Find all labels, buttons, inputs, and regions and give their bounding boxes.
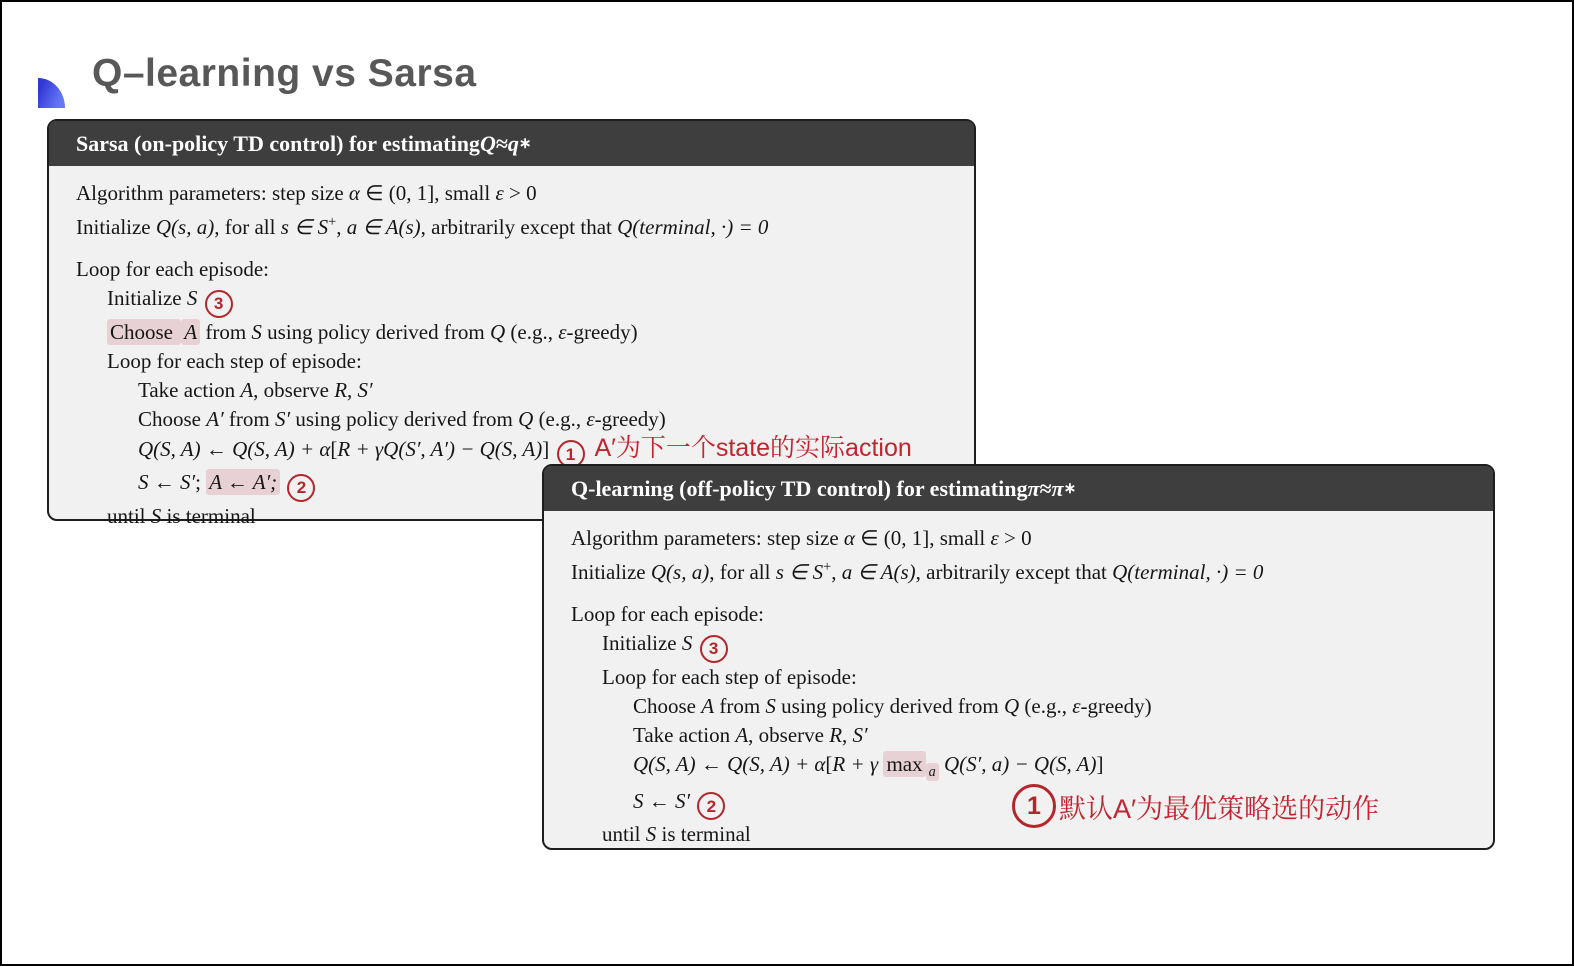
algorithm-line bbox=[76, 405, 964, 434]
text-segment: Q bbox=[479, 130, 496, 156]
text-segment: is terminal bbox=[161, 503, 256, 528]
text-segment: , bbox=[336, 215, 347, 239]
text-segment: (e.g., bbox=[505, 319, 559, 344]
text-segment bbox=[549, 437, 554, 461]
text-segment: [ bbox=[825, 751, 833, 776]
text-segment: Q bbox=[489, 319, 506, 344]
circled-number-badge: 3 bbox=[700, 635, 728, 663]
text-segment: + bbox=[328, 214, 337, 230]
text-segment: > 0 bbox=[998, 526, 1032, 550]
text-segment: Take action bbox=[138, 377, 241, 402]
text-segment: from bbox=[223, 406, 275, 431]
text-segment: π bbox=[1027, 475, 1040, 501]
algorithm-line bbox=[571, 553, 1483, 587]
text-segment: , bbox=[842, 722, 853, 747]
algorithm-line bbox=[571, 524, 1483, 553]
text-segment: -greedy) bbox=[594, 406, 666, 431]
algorithm-line bbox=[76, 255, 964, 284]
text-segment: S ← S′ bbox=[138, 470, 196, 494]
text-segment: S bbox=[251, 319, 262, 344]
text-segment: -greedy) bbox=[566, 319, 638, 344]
text-segment: ε bbox=[558, 319, 567, 344]
text-segment: A′ bbox=[206, 406, 224, 431]
text-segment: Algorithm parameters: step size bbox=[76, 181, 349, 205]
text-segment: > 0 bbox=[503, 181, 537, 205]
text-segment: [ bbox=[330, 436, 338, 461]
text-segment: Initialize bbox=[76, 215, 156, 239]
text-segment: (e.g., bbox=[533, 406, 587, 431]
text-segment: is terminal bbox=[656, 822, 751, 847]
text-segment: Choose bbox=[138, 406, 207, 431]
algorithm-line bbox=[76, 347, 964, 376]
text-segment: Loop for each step of episode: bbox=[602, 664, 857, 689]
text-segment: Q(S, A) ← Q(S, A) + α bbox=[138, 436, 331, 461]
text-segment: from bbox=[714, 693, 766, 718]
text-segment: (e.g., bbox=[1019, 693, 1073, 718]
text-segment: S bbox=[681, 631, 693, 655]
text-segment: ε bbox=[495, 181, 504, 205]
text-segment: until bbox=[107, 503, 151, 528]
text-segment: Sarsa (on-policy TD control) for estimating bbox=[76, 130, 480, 156]
text-segment: S bbox=[645, 822, 657, 847]
circled-number-badge: 2 bbox=[697, 792, 725, 820]
text-segment: Loop for each episode: bbox=[571, 602, 765, 626]
text-segment: R bbox=[829, 722, 843, 747]
text-segment: Q(S′, a) − Q(S, A) bbox=[938, 751, 1097, 776]
text-segment: -greedy) bbox=[1080, 693, 1152, 718]
highlighted-text: A bbox=[181, 319, 200, 345]
text-segment: using policy derived from bbox=[290, 406, 519, 431]
text-segment: Q(terminal, ·) = 0 bbox=[1112, 560, 1264, 584]
text-segment: S bbox=[150, 503, 162, 528]
text-segment bbox=[197, 286, 202, 310]
text-segment: , arbitrarily except that bbox=[420, 215, 618, 239]
text-segment: ≈ bbox=[1039, 475, 1052, 501]
text-segment: , for all bbox=[709, 560, 776, 584]
text-segment: R + γ bbox=[832, 751, 884, 776]
text-segment: , arbitrarily except that bbox=[915, 560, 1113, 584]
algorithm-line bbox=[571, 721, 1483, 750]
text-segment: R bbox=[334, 377, 348, 402]
text-segment: ∈ (0, 1], small bbox=[854, 526, 991, 550]
text-segment: a ∈ A(s) bbox=[841, 560, 916, 584]
text-segment: ] bbox=[1096, 751, 1104, 776]
text-segment: ; bbox=[195, 470, 207, 494]
text-segment: ε bbox=[586, 406, 595, 431]
highlighted-text: Choose bbox=[107, 319, 181, 345]
text-segment: α bbox=[348, 181, 360, 205]
text-segment: Take action bbox=[633, 722, 736, 747]
text-segment: s ∈ S bbox=[775, 560, 824, 584]
text-segment: Q(s, a) bbox=[650, 560, 710, 584]
algorithm-line bbox=[571, 663, 1483, 692]
text-segment: ∗ bbox=[518, 136, 532, 152]
annotation-text: 默认A′为最优策略选的动作 bbox=[1059, 793, 1380, 824]
text-segment: using policy derived from bbox=[775, 693, 1004, 718]
text-segment: A bbox=[701, 693, 715, 718]
sarsa-box-header bbox=[49, 121, 974, 166]
text-segment: ∗ bbox=[1063, 481, 1077, 497]
text-segment: ε bbox=[990, 526, 999, 550]
text-segment: Initialize bbox=[107, 286, 187, 310]
text-segment: ≈ bbox=[495, 130, 508, 156]
text-segment: Q bbox=[1003, 693, 1020, 718]
circled-1-icon: 1 bbox=[1012, 784, 1056, 828]
circled-number-badge: 2 bbox=[287, 474, 315, 502]
text-segment: Initialize bbox=[602, 631, 682, 655]
text-segment: ] bbox=[542, 436, 550, 461]
text-segment: , observe bbox=[253, 377, 335, 402]
text-segment: Q(s, a) bbox=[155, 215, 215, 239]
text-segment: ε bbox=[1072, 693, 1081, 718]
text-segment: S ← S′ bbox=[633, 788, 691, 813]
qlearning-box-header bbox=[544, 466, 1493, 511]
text-segment: , for all bbox=[214, 215, 281, 239]
algorithm-line bbox=[76, 434, 964, 469]
page-title: Q–learning vs Sarsa bbox=[92, 52, 477, 95]
text-segment: Q-learning (off-policy TD control) for estimating bbox=[571, 475, 1028, 501]
text-segment: Choose bbox=[633, 693, 702, 718]
qlearning-annotation bbox=[1012, 784, 1379, 828]
text-segment: a ∈ A(s) bbox=[346, 215, 421, 239]
text-segment: Initialize bbox=[571, 560, 651, 584]
text-segment bbox=[692, 631, 697, 655]
text-segment: using policy derived from bbox=[261, 319, 490, 344]
text-segment: Q bbox=[518, 406, 534, 431]
text-segment: , observe bbox=[748, 722, 830, 747]
text-segment: s ∈ S bbox=[280, 215, 329, 239]
text-segment: α bbox=[843, 526, 855, 550]
highlighted-text: A ← A′; bbox=[206, 469, 280, 495]
text-segment: q bbox=[507, 130, 519, 156]
algorithm-line bbox=[571, 692, 1483, 721]
text-segment: Loop for each episode: bbox=[76, 257, 270, 281]
text-segment: A bbox=[240, 377, 254, 402]
highlighted-text: max bbox=[883, 751, 925, 777]
text-segment: Q(terminal, ·) = 0 bbox=[617, 215, 769, 239]
algorithm-line bbox=[571, 600, 1483, 629]
text-segment: S bbox=[186, 286, 198, 310]
title-bullet-shape bbox=[38, 78, 65, 108]
text-segment: , bbox=[831, 560, 842, 584]
text-segment: A bbox=[735, 722, 749, 747]
text-segment: S′ bbox=[852, 722, 868, 747]
text-segment: S′ bbox=[357, 377, 373, 402]
qlearning-algorithm-box bbox=[542, 464, 1495, 850]
text-segment: Loop for each step of episode: bbox=[107, 348, 362, 373]
algorithm-line bbox=[571, 629, 1483, 663]
text-segment: from bbox=[200, 319, 252, 344]
text-segment: ∈ (0, 1], small bbox=[359, 181, 496, 205]
text-segment: S′ bbox=[275, 406, 291, 431]
algorithm-line bbox=[76, 179, 964, 208]
algorithm-line bbox=[571, 750, 1483, 787]
algorithm-line bbox=[76, 318, 964, 347]
text-segment: S bbox=[765, 693, 776, 718]
text-segment: π bbox=[1051, 475, 1064, 501]
sarsa-algorithm-box bbox=[47, 119, 976, 528]
highlighted-text: a bbox=[926, 763, 939, 781]
text-segment bbox=[690, 789, 695, 813]
text-segment: R + γQ(S′, A′) − Q(S, A) bbox=[337, 436, 543, 461]
algorithm-line bbox=[76, 284, 964, 318]
text-segment: Algorithm parameters: step size bbox=[571, 526, 844, 550]
annotation-text: A′为下一个state的实际action bbox=[594, 433, 912, 462]
text-segment: + bbox=[823, 559, 832, 575]
circled-number-badge: 1 bbox=[557, 440, 585, 468]
text-segment: , bbox=[347, 377, 358, 402]
text-segment bbox=[280, 470, 285, 494]
algorithm-line bbox=[76, 208, 964, 242]
algorithm-line bbox=[76, 376, 964, 405]
circled-number-badge: 3 bbox=[205, 290, 233, 318]
text-segment: until bbox=[602, 822, 646, 847]
text-segment: Q(S, A) ← Q(S, A) + α bbox=[633, 751, 826, 776]
